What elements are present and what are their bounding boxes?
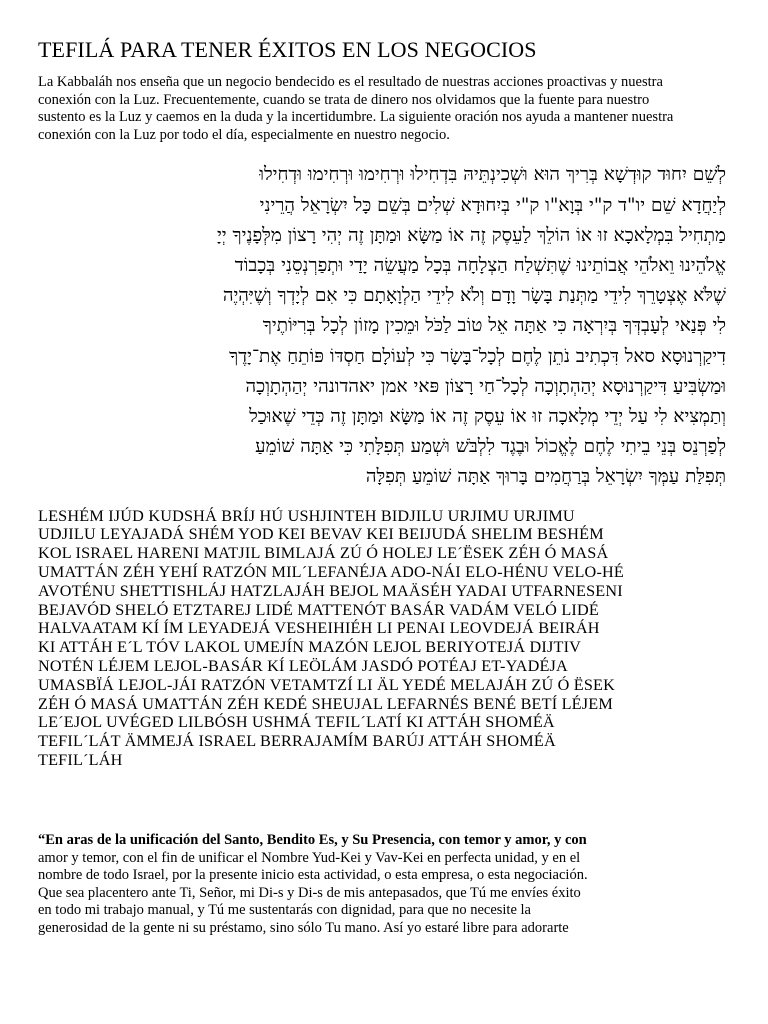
- intro-line: conexión con la Luz por todo el día, especialmente en nuestro negocio.: [38, 126, 450, 143]
- hebrew-line: וְתַמְצִיא לִי עַל יְדֵי מְלָאכָה זוּ אוֹ עֵסֶק זֶה אוֹ מַשָּׂא וּמַתָּן זֶה כְּדֵי שֶׁאוּכַל: [249, 406, 726, 427]
- translit-line: LESHÉM IJÚD KUDSHÁ BRÍJ HÚ USHJINTEH BIDJILU URJIMU URJIMU: [38, 506, 575, 525]
- hebrew-line: שֶׁלֹּא אֶצְטָרֵךְ לִידֵי מַתְּנַת בָּשָׂר וָדָם וְלֹא לִידֵי הַלְוָאָתָם כִּי אִם לְיָדְךָ וְשֶׁיִּהְיֶה: [222, 285, 726, 307]
- hebrew-line: וּמַשְׂבִּיעַ דִּיקַרְנוּסָא יְהַהְתָוְכָה לְכָל־חַי רָצוֹן פּאי אמן יאהדונהי יְהַהְתָוְכָה: [245, 375, 726, 397]
- translit-line: NOTÉN LÉJEM LEJOL-BASÁR KÍ LEÖLÁM JASDÓ POTÉAJ ET-YADÉJA: [38, 656, 568, 675]
- translit-line: UDJILU LEYAJADÁ SHÉM YOD KEI BEVAV KEI BEIJUDÁ SHELIM BESHÉM: [38, 525, 604, 544]
- translit-line: UMASBÏÁ LEJOL-JÁI RATZÓN VETAMTZÍ LI ÄL YEDÉ MELAJÁH ZÚ Ó ËSEK: [38, 675, 616, 694]
- hebrew-line: לְשֵׁם יִחוּד קוּדְשָׁא בְּרִיךְ הוּא וּשְׁכִינְתֵּיהּ בִּדְחִילוּ וּרְחִימוּ וּרְחִימוּ וּדְחִילוּ: [259, 164, 726, 186]
- hebrew-prayer: [34, 160, 726, 492]
- translation-line: generosidad de la gente ni su préstamo, sino sólo Tu mano. Así yo estaré libre para adorarte: [38, 919, 569, 936]
- translation-line: nombre de todo Israel, por la presente inicio esta actividad, o esta empresa, o esta negociación.: [38, 867, 588, 884]
- translit-line: AVOTÉNU SHETTISHLÁJ HATZLAJÁH BEJOL MAÄSÉH YADAI UTFARNESENI: [38, 581, 623, 600]
- hebrew-line: דִיקַרְנוּסָא סאל דִּכְתִיב נֹתֵן לֶחֶם לְכָל־בָּשָׂר כִּי לְעוֹלָם חַסְדּוֹ פּוֹתֵחַ אֶת־יָדֶךָ: [229, 345, 726, 367]
- hebrew-line: מַתְחִיל בִּמְלָאכָא זוּ אוֹ הוֹלֵךְ לַעֵסֶק זֶה אוֹ מַשָּׂא וּמַתָּן זֶה יְהִי רָצוֹן מִלְּפָנֶיךָ יְיָ: [216, 224, 726, 246]
- translit-line: KOL ISRAEL HARENI MATJIL BIMLAJÁ ZÚ Ó HOLEJ LE´ËSEK ZÉH Ó MASÁ: [38, 544, 609, 563]
- hebrew-line: אֱלֹהֵינוּ וֵאלֹהֵי אֲבוֹתֵינוּ שֶׁתִּשְׁלַח הַצְלָחָה בְּכָל מַעֲשֵׂה יָדַי וּתְפַרְנְסֵנִי בְּכָבוֹד: [234, 254, 726, 276]
- document-page: [38, 36, 728, 936]
- translit-line: HALVAATAM KÍ ÍM LEYADEJÁ VESHEIHIÉH LI PENAI LEOVDEJÁ BEIRÁH: [38, 619, 600, 638]
- translit-line: TEFIL´LÁT ÄMMEJÁ ISRAEL BERRAJAMÍM BARÚJ ATTÁH SHOMÉÄ: [38, 732, 556, 751]
- intro-line: sustento es la Luz y caemos en la duda y la incertidumbre. La siguiente oración nos ayuda a mantener nuestra: [38, 109, 674, 126]
- spanish-translation: [38, 832, 728, 938]
- translation-line: en todo mi trabajo manual, y Tú me sustentarás con dignidad, para que no necesite la: [38, 902, 531, 919]
- translit-line: UMATTÁN ZÉH YEHÍ RATZÓN MIL´LEFANÉJA ADO-NÁI ELO-HÉNU VELO-HÉ: [38, 563, 625, 581]
- hebrew-line: לִי פְּנַאי לְעָבְדְּךָ בְּיִרְאָה כִּי אַתָּה אֵל טוֹב לַכֹּל וּמֵכִין מָזוֹן לְכָל בְּרִיּוֹתֶיךָ: [262, 315, 726, 337]
- intro-paragraph: [38, 74, 728, 144]
- translit-line: LE´EJOL UVÉGED LILBÓSH USHMÁ TEFIL´LATÍ KI ATTÁH SHOMÉÄ: [38, 713, 555, 732]
- translit-line: TEFIL´LÁH: [38, 750, 123, 769]
- hebrew-line: לְפַרְנֵס בְּנֵי בֵיתִי לֶחֶם לֶאֱכוֹל וּבֶגֶד לִלְבֹּשׁ וּשְׁמַע תְּפִלָּתִי כִּי אַתָּה שׁוֹמֵעַ: [255, 436, 726, 458]
- transliteration: [38, 507, 728, 770]
- translit-line: KI ATTÁH E´L TÓV LAKOL UMEJÍN MAZÓN LEJOL BERIYOTEJÁ DIJTIV: [38, 638, 582, 657]
- translation-line: amor y temor, con el fin de unificar el Nombre Yud-Kei y Vav-Kei en perfecta unidad, y en el: [38, 849, 581, 866]
- intro-line: conexión con la Luz. Frecuentemente, cuando se trata de dinero nos olvidamos que la fuente para nuestro: [38, 91, 650, 108]
- translation-line: Que sea placentero ante Ti, Señor, mi Di-s y Di-s de mis antepasados, que Tú me envíes éxito: [38, 884, 581, 901]
- intro-line: La Kabbaláh nos enseña que un negocio bendecido es el resultado de nuestras acciones proactivas y nuestra: [38, 74, 663, 90]
- page-title: TEFILÁ PARA TENER ÉXITOS EN LOS NEGOCIOS: [38, 37, 537, 62]
- hebrew-line: לְיַחֲדָא שֵׁם יו"ד ק"י בְּוָא"ו ק"י בְּיִחוּדָא שְׁלִים בְּשֵׁם כָּל יִשְׂרָאֵל הֲרֵינִי: [259, 194, 726, 216]
- translation-line-bold: “En aras de la unificación del Santo, Bendito Es, y Su Presencia, con temor y amor, y con: [38, 832, 587, 848]
- translit-line: BEJAVÓD SHELÓ ETZTAREJ LIDÉ MATTENÓT BASÁR VADÁM VELÓ LIDÉ: [38, 600, 599, 619]
- translit-line: ZÉH Ó MASÁ UMATTÁN ZÉH KEDÉ SHEUJAL LEFARNÉS BENÉ BETÍ LÉJEM: [38, 694, 613, 713]
- hebrew-line: תְּפִלַּת עַמְּךָ יִשְׂרָאֵל בְּרַחֲמִים בָּרוּךְ אַתָּה שׁוֹמֵעַ תְּפִלָּה: [365, 466, 726, 488]
